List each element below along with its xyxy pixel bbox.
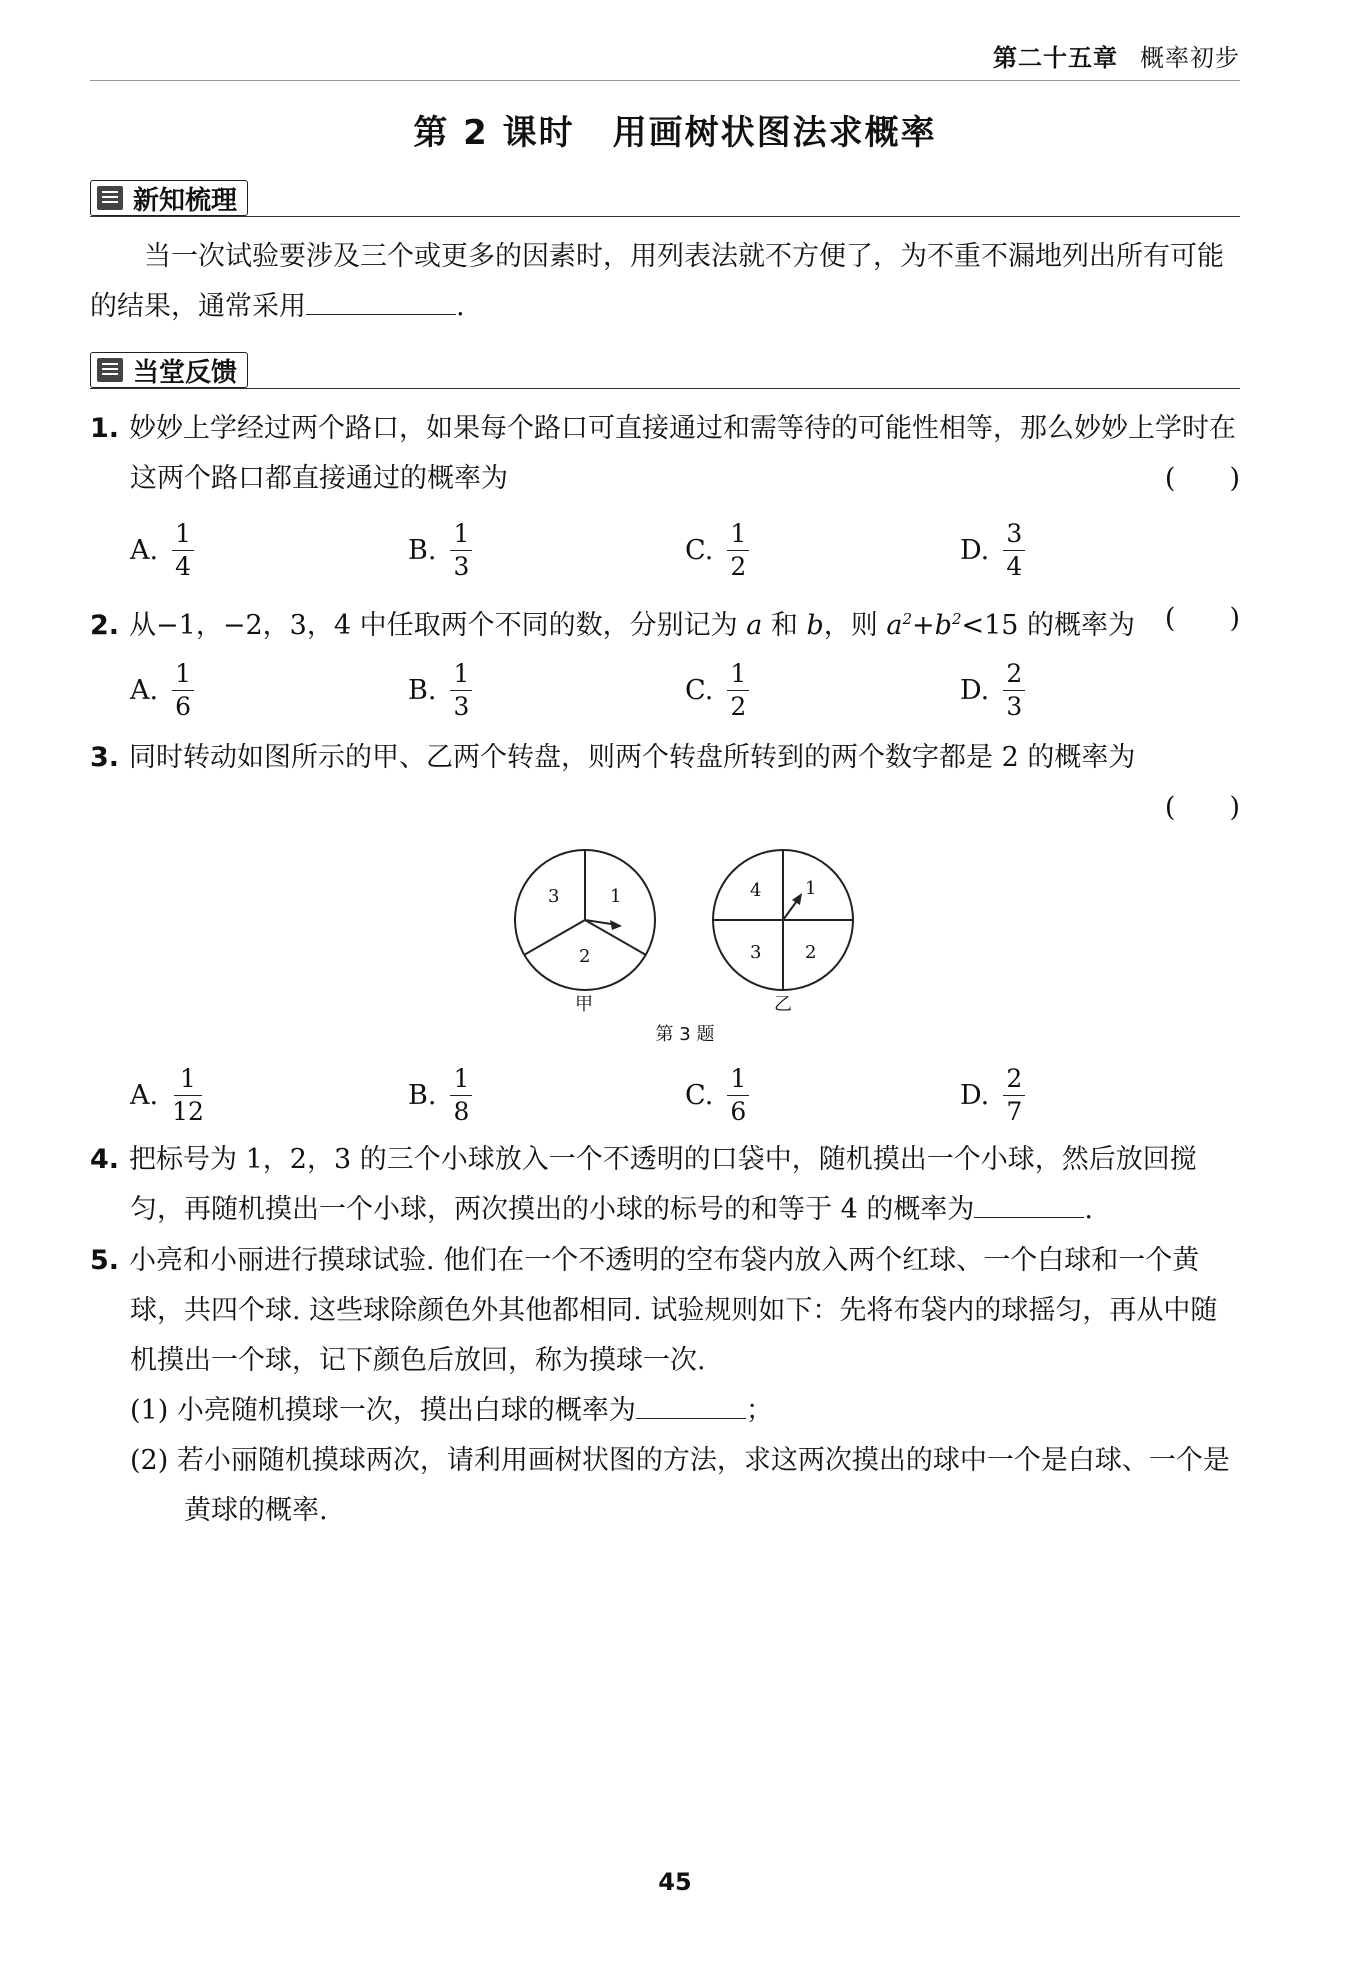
option-a: A. $\frac{1}{12}$ [130,1063,204,1126]
question-2: 2. 从−1，−2，3，4 中任取两个不同的数，分别记为 a 和 b，则 $a^2+b^2<15$ 的概率为 ( ) [90,594,1240,651]
sub-question-1: (1) 小亮随机摸球一次，摸出白球的概率为 ； [90,1386,1240,1436]
fraction: $\frac{1}{6}$ [172,660,194,721]
question-text: 把标号为 1，2，3 的三个小球放入一个不透明的口袋中，随机摸出一个小球，然后放回搅匀，再随机摸出一个小球，两次摸出的小球的标号的和等于 4 的概率为 [129,1144,1197,1225]
expression: $a^2+b^2$ [886,610,962,641]
question-number: 4. [90,1144,120,1175]
answer-parentheses: ( ) [1164,603,1240,634]
fraction: $\frac{2}{3}$ [1003,660,1025,721]
fraction: $\frac{1}{3}$ [450,520,472,581]
fraction: $\frac{1}{3}$ [450,660,472,721]
spinner-jia [515,850,655,1015]
spinner-label: 甲 [575,994,593,1015]
fraction: $\frac{1}{6}$ [727,1065,749,1126]
lesson-number: 第 2 课时 [413,113,575,153]
option-a: A. $\frac{1}{6}$ [130,655,194,725]
spinner-yi [713,850,853,1015]
answer-parentheses: ( ) [1164,463,1240,494]
option-d: D. $\frac{3}{4}$ [960,515,1025,585]
spinners-figure [500,838,880,1038]
period: . [456,291,465,322]
fraction: $\frac{2}{7}$ [1003,1065,1025,1126]
fraction: $\frac{1}{8}$ [450,1065,472,1126]
var-a: a [746,610,763,641]
figure-caption: 第 3 题 [655,1024,715,1045]
section-header-knowledge [90,180,248,216]
sector-label: 2 [579,946,591,967]
header-rule [90,80,1240,81]
knowledge-text: 当一次试验要涉及三个或更多的因素时，用列表法就不方便了，为不重不漏地列出所有可能的结果，通常采用 [90,241,1224,322]
question-text: 同时转动如图所示的甲、乙两个转盘，则两个转盘所转到的两个数字都是 2 的概率为 [129,742,1136,773]
question-number: 1. [90,413,120,444]
question-3-paren-row [90,783,1240,833]
sector-label: 1 [805,878,817,899]
section-header-feedback [90,352,248,388]
sub-question-2: (2) 若小丽随机摸球两次，请利用画树状图的方法，求这两次摸出的球中一个是白球、一个是黄球的概率. [130,1445,1230,1526]
spinner-label: 乙 [774,994,792,1015]
section-title: 新知梳理 [133,185,238,216]
question-number: 5. [90,1245,120,1276]
chapter-number: 第二十五章 [993,44,1118,72]
fraction: $\frac{3}{4}$ [1003,520,1025,581]
answer-blank [636,1388,746,1419]
question-3 [90,733,1240,783]
option-d: D. $\frac{2}{3}$ [960,655,1025,725]
option-b: B. $\frac{1}{3}$ [408,655,472,725]
question-4: 4. 把标号为 1，2，3 的三个小球放入一个不透明的口袋中，随机摸出一个小球，然后放回搅匀，再随机摸出一个小球，两次摸出的小球的标号的和等于 4 的概率为 . [90,1144,1197,1225]
answer-parentheses: ( ) [1164,792,1240,823]
section-title: 当堂反馈 [133,357,238,388]
fraction: $\frac{1}{2}$ [727,520,749,581]
section-rule [90,388,1240,389]
sector-label: 4 [750,880,762,901]
question-text: 妙妙上学经过两个路口，如果每个路口可直接通过和需等待的可能性相等，那么妙妙上学时在这两个路口都直接通过的概率为 [129,413,1237,494]
lesson-title [0,105,1350,154]
option-a: A. $\frac{1}{4}$ [130,515,194,585]
sector-label: 3 [750,942,762,963]
chapter-header [993,38,1240,73]
question-5 [90,1236,1240,1536]
page-number: 45 [658,1868,692,1896]
option-d: D. $\frac{2}{7}$ [960,1060,1025,1130]
option-c: C. $\frac{1}{2}$ [685,655,749,725]
sector-label: 3 [548,886,560,907]
option-b: B. $\frac{1}{8}$ [408,1060,472,1130]
sector-label: 1 [610,886,622,907]
option-c: C. $\frac{1}{2}$ [685,515,749,585]
fraction: $\frac{1}{2}$ [727,660,749,721]
lesson-name: 用画树状图法求概率 [612,113,937,153]
question-number: 3. [90,742,120,773]
option-c: C. $\frac{1}{6}$ [685,1060,749,1130]
answer-blank [306,284,456,315]
question-1 [90,404,1240,504]
chapter-topic: 概率初步 [1140,44,1240,72]
option-b: B. $\frac{1}{3}$ [408,515,472,585]
question-1-options [130,515,1240,585]
fraction: $\frac{1}{4}$ [172,520,194,581]
fraction: $\frac{1}{12}$ [172,1063,204,1126]
question-number: 2. [90,610,120,641]
knowledge-paragraph [90,232,1240,332]
pencil-icon [97,358,123,382]
var-b: b [806,610,824,641]
sector-label: 2 [805,942,817,963]
book-icon [97,186,123,210]
section-rule [90,216,1240,217]
answer-blank [974,1187,1084,1218]
question-2-options [130,655,1240,725]
question-3-options [130,1060,1240,1130]
question-text: 小亮和小丽进行摸球试验. 他们在一个不透明的空布袋内放入两个红球、一个白球和一个黄球，共四个球. 这些球除颜色外其他都相同. 试验规则如下：先将布袋内的球摇匀，再从中随机摸出一个球，记下颜色后放回，称为摸球一次. [129,1245,1218,1376]
